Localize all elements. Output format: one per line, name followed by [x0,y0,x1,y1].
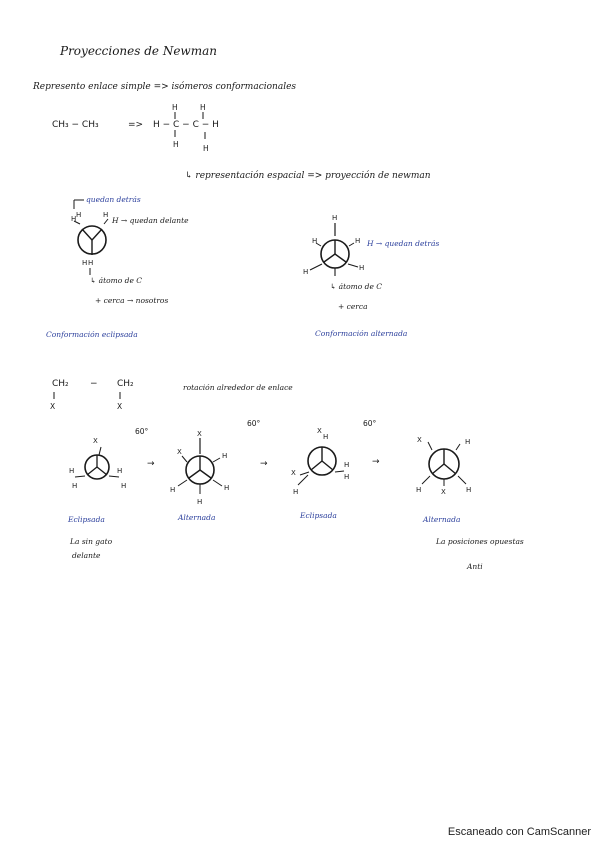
eclipsed-near-note: + cerca → nosotros [95,296,169,305]
rotation-angle-3: 60° [363,419,377,428]
svg-text:H: H [224,484,230,492]
note-left-2: delante [72,551,101,560]
svg-text:H: H [69,467,75,475]
svg-text:X: X [93,437,98,445]
svg-text:X: X [291,469,296,477]
rotation-arrow-2: → [260,459,268,469]
ethane-h-top-left: H [172,103,178,112]
rotation-label-2: Alternada [178,513,216,522]
svg-text:H: H [344,473,350,481]
note-left-1: La sin gato [70,537,113,546]
rotation-note: rotación alrededor de enlace [183,383,293,392]
rotation-right-x: X [117,402,123,411]
rotation-left-x: X [50,402,56,411]
svg-text:H: H [197,498,203,506]
svg-text:H: H [303,268,309,276]
rotation-label-4: Alternada [423,515,461,524]
svg-text:H: H [416,486,422,494]
svg-text:H: H [465,438,471,446]
note-right-2: Anti [467,562,483,571]
rotation-left-formula: CH₂ [52,379,69,389]
eclipsed-back-note: quedan detrás [86,195,141,204]
svg-text:H: H [312,237,318,245]
svg-text:X: X [197,430,202,438]
svg-text:H: H [72,482,78,490]
rotation-newman-1 [65,435,135,495]
svg-text:H: H [323,433,329,441]
svg-text:H: H [103,211,109,219]
svg-text:H: H [121,482,127,490]
note-right-1: La posiciones opuestas [436,537,524,546]
svg-text:H: H [170,486,176,494]
ethane-bonds [170,110,220,150]
ethane-formula: CH₃ − CH₃ [52,120,99,130]
staggered-newman-diagram [300,212,370,287]
svg-text:H: H [332,214,338,222]
rotation-newman-4 [410,428,480,503]
rotation-label-3: Eclipsada [300,511,337,520]
ethane-arrow: => [128,120,144,130]
ethane-structure: H − C − C − H [153,120,219,130]
staggered-near-note: + cerca [338,302,368,311]
svg-text:H: H [88,259,94,267]
svg-text:X: X [441,488,446,496]
staggered-label: Conformación alternada [315,329,408,338]
rotation-arrow-3: → [372,457,380,467]
eclipsed-newman-diagram [60,195,120,275]
svg-text:H: H [355,237,361,245]
svg-text:H: H [344,461,350,469]
staggered-carbon-note: ↳ átomo de C [330,282,383,291]
svg-text:X: X [317,427,322,435]
scanner-watermark: Escaneado con CamScanner [447,826,591,838]
svg-text:H: H [222,452,228,460]
representation-note: ↳ representación espacial => proyección de newman [185,171,431,181]
svg-text:X: X [177,448,182,456]
rotation-newman-3 [288,425,358,500]
ethane-h-bottom-left: H [173,140,179,149]
eclipsed-carbon-note: ↳ átomo de C [90,276,143,285]
svg-text:H: H [76,211,82,219]
ethane-h-bottom-right: H [203,144,209,153]
page-title: Proyecciones de Newman [60,44,217,58]
svg-text:H: H [71,215,77,223]
eclipsed-front-note: H → quedan delante [112,216,189,225]
svg-text:H: H [293,488,299,496]
intro-line: Represento enlace simple => isómeros conformacionales [33,82,297,92]
eclipsed-label: Conformación eclipsada [46,330,138,339]
rotation-angle-2: 60° [247,419,261,428]
rotation-label-1: Eclipsada [68,515,105,524]
rotation-arrow-1: → [147,459,155,469]
svg-text:H: H [466,486,472,494]
rotation-dash: − [90,379,98,389]
svg-text:H: H [82,259,88,267]
svg-text:H: H [359,264,365,272]
staggered-back-note: H → quedan detrás [367,239,440,248]
svg-text:X: X [417,436,422,444]
rotation-angle-1: 60° [135,427,149,436]
ethane-h-top-right: H [200,103,206,112]
rotation-right-formula: CH₂ [117,379,134,389]
svg-text:H: H [117,467,123,475]
rotation-newman-2 [170,428,240,508]
